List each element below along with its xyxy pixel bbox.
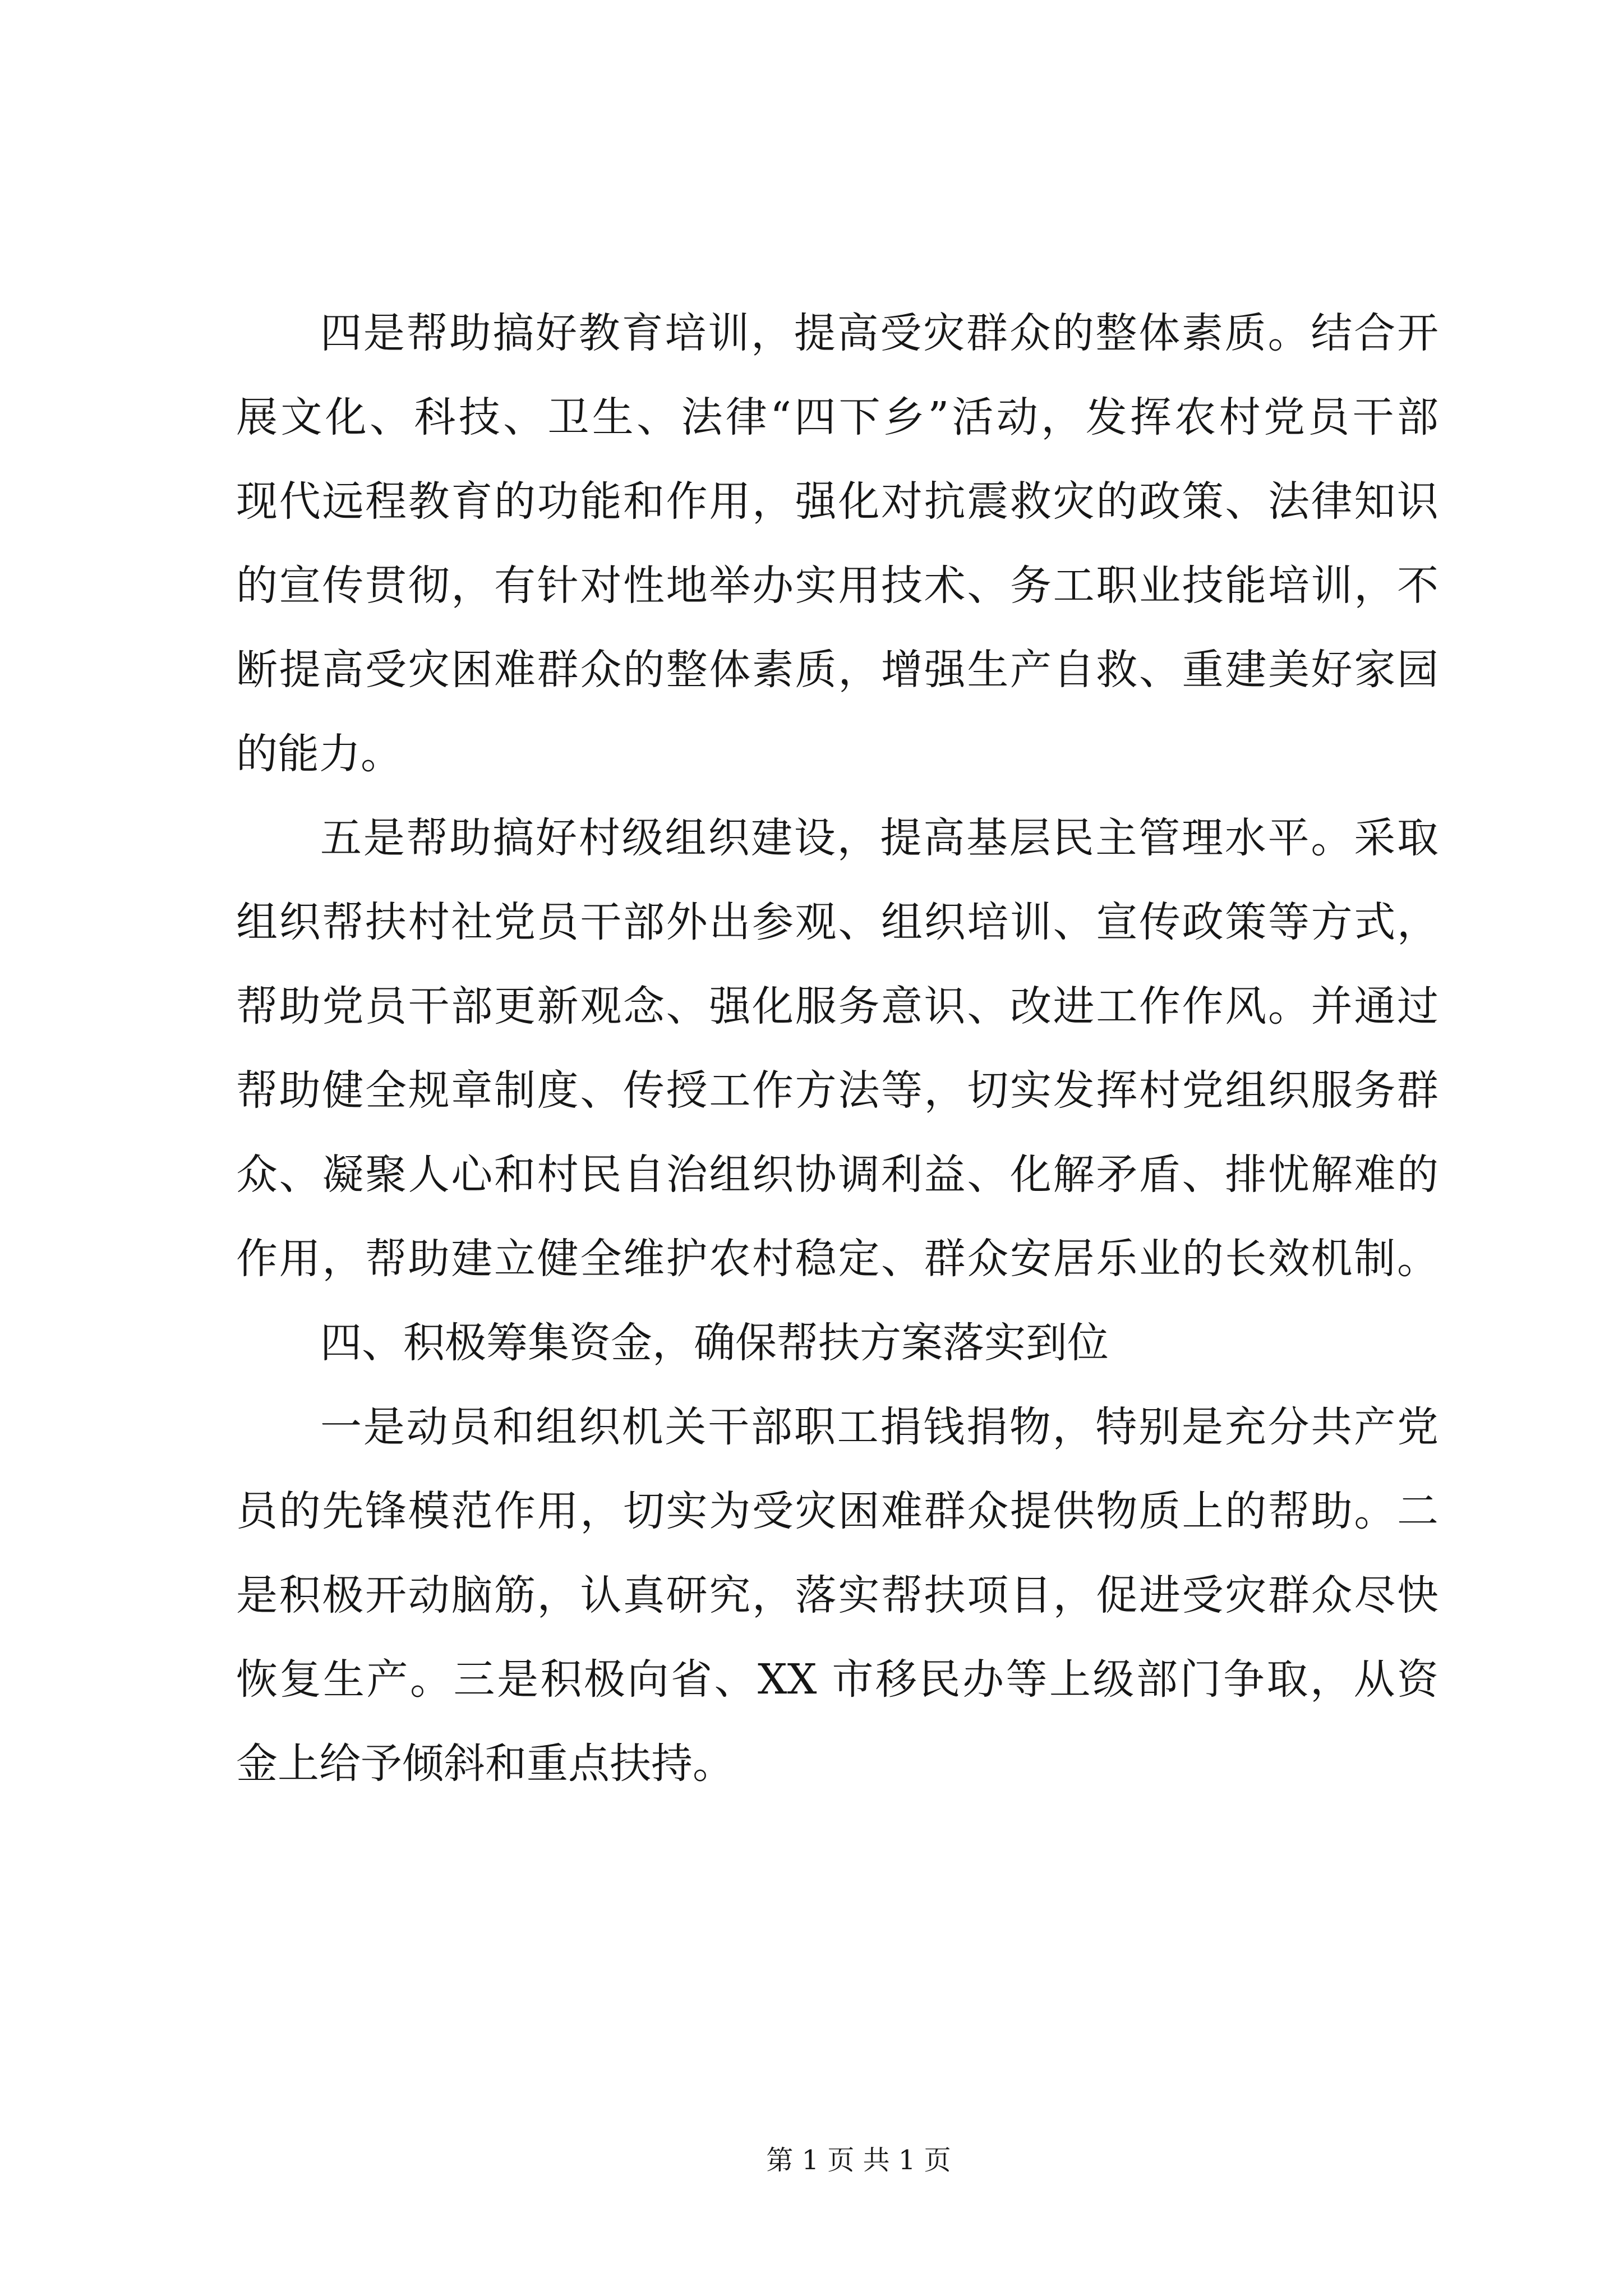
text-line: 五是帮助搞好村级组织建设，提高基层民主管理水平。采取 bbox=[320, 814, 1438, 862]
text-line: 的宣传贯彻，有针对性地举办实用技术、务工职业技能培训，不 bbox=[236, 562, 1438, 610]
text-line: 众、凝聚人心和村民自治组织协调利益、化解矛盾、排忧解难的 bbox=[236, 1151, 1438, 1199]
text-line: 组织帮扶村社党员干部外出参观、组织培训、宣传政策等方式， bbox=[236, 898, 1438, 946]
section-heading bbox=[236, 1301, 1438, 1385]
text-line: 四是帮助搞好教育培训，提高受灾群众的整体素质。结合开 bbox=[320, 309, 1438, 357]
text-line: 恢复生产。三是积极向省、XX 市移民办等上级部门争取，从资 bbox=[236, 1655, 1438, 1704]
paragraph bbox=[236, 796, 1438, 1301]
heading-text: 四、积极筹集资金，确保帮扶方案落实到位 bbox=[320, 1319, 1109, 1367]
text-line: 作用，帮助建立健全维护农村稳定、群众安居乐业的长效机制。 bbox=[236, 1235, 1438, 1283]
page-footer: 第 1 页 共 1 页 bbox=[766, 2145, 951, 2176]
text-line: 员的先锋模范作用，切实为受灾困难群众提供物质上的帮助。二 bbox=[236, 1487, 1438, 1535]
paragraph bbox=[236, 1385, 1438, 1806]
text-line: 金上给予倾斜和重点扶持。 bbox=[236, 1740, 734, 1788]
text-line: 的能力。 bbox=[236, 730, 402, 778]
paragraph bbox=[236, 291, 1438, 796]
text-line: 帮助党员干部更新观念、强化服务意识、改进工作作风。并通过 bbox=[236, 982, 1438, 1030]
text-line: 现代远程教育的功能和作用，强化对抗震救灾的政策、法律知识 bbox=[236, 477, 1438, 526]
document-body bbox=[236, 291, 1438, 1806]
text-line: 是积极开动脑筋，认真研究，落实帮扶项目，促进受灾群众尽快 bbox=[236, 1571, 1438, 1619]
text-line: 一是动员和组织机关干部职工捐钱捐物，特别是充分共产党 bbox=[320, 1403, 1438, 1451]
text-line: 断提高受灾困难群众的整体素质，增强生产自救、重建美好家园 bbox=[236, 646, 1438, 694]
text-line: 展文化、科技、卫生、法律“四下乡”活动，发挥农村党员干部 bbox=[236, 393, 1438, 441]
text-line: 帮助健全规章制度、传授工作方法等，切实发挥村党组织服务群 bbox=[236, 1066, 1438, 1115]
